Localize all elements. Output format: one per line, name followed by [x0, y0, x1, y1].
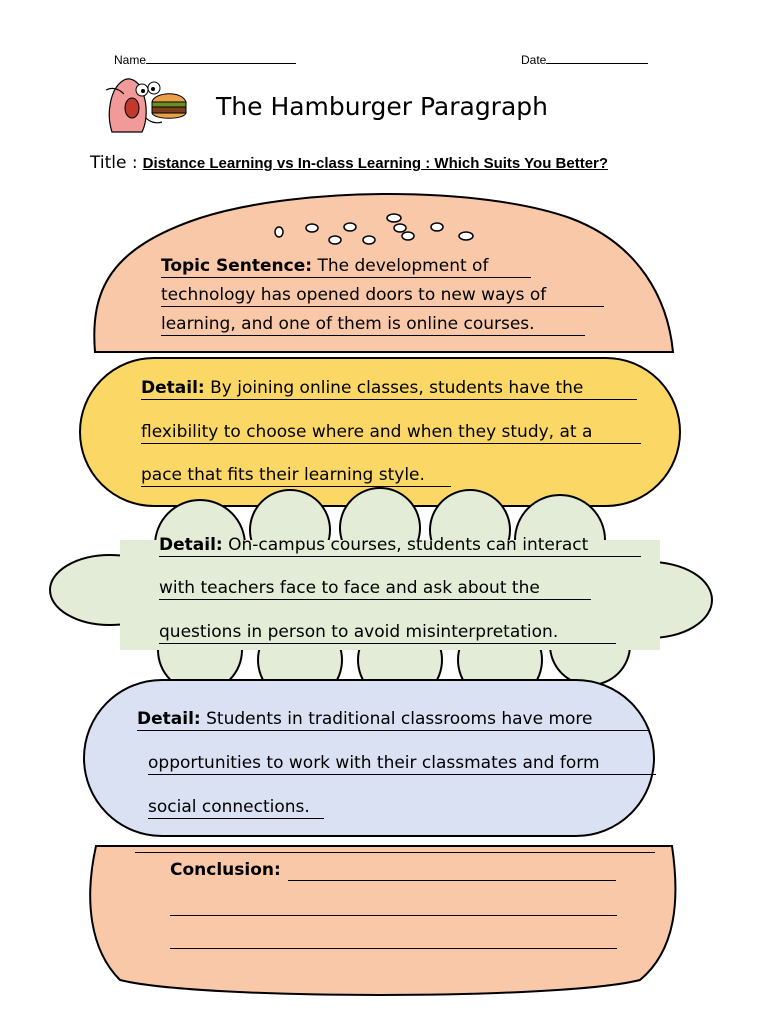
detail1-text-1[interactable]: By joining online classes, students have the — [210, 378, 584, 398]
detail2-line-3[interactable] — [159, 622, 616, 644]
date-label: Date — [521, 53, 547, 67]
conclusion-line-2[interactable] — [170, 915, 617, 916]
detail3-label: Detail: — [137, 709, 201, 729]
detail2-text-1[interactable]: On-campus courses, students can interact — [228, 535, 589, 555]
detail3-line-3[interactable] — [148, 797, 324, 819]
topic-label: Topic Sentence: — [161, 256, 313, 276]
essay-title-text[interactable]: Distance Learning vs In-class Learning : Which Suits You Better? — [142, 155, 609, 172]
detail1-line-3[interactable] — [141, 465, 451, 487]
detail2-line-1 — [159, 535, 641, 557]
detail2-line-2[interactable] — [159, 578, 591, 600]
topic-text-3[interactable]: learning, and one of them is online courses. — [161, 314, 535, 334]
detail3-line-2[interactable] — [148, 753, 656, 775]
conclusion-top-rule — [135, 852, 655, 853]
detail2-label: Detail: — [159, 535, 223, 555]
topic-line-1 — [161, 256, 531, 278]
conclusion-label: Conclusion: — [170, 860, 281, 880]
essay-title-label: Title : — [90, 153, 138, 173]
detail1-label: Detail: — [141, 378, 205, 398]
detail3-text-1[interactable]: Students in traditional classrooms have more — [206, 709, 593, 729]
conclusion-line-3[interactable] — [170, 948, 617, 949]
detail2-text-3[interactable]: questions in person to avoid misinterpretation. — [159, 622, 559, 642]
conclusion-row — [170, 860, 281, 880]
detail1-text-3[interactable]: pace that fits their learning style. — [141, 465, 425, 485]
page-title: The Hamburger Paragraph — [216, 92, 548, 121]
conclusion-line-1[interactable] — [288, 880, 616, 881]
topic-text-1[interactable]: The development of — [317, 256, 489, 276]
topic-text-2[interactable]: technology has opened doors to new ways of — [161, 285, 547, 305]
name-label: Name — [114, 53, 147, 67]
detail1-line-2[interactable] — [141, 422, 641, 444]
detail2-text-2[interactable]: with teachers face to face and ask about the — [159, 578, 540, 598]
detail3-text-2[interactable]: opportunities to work with their classmates and form — [148, 753, 600, 773]
detail1-line-1 — [141, 378, 637, 400]
topic-line-3[interactable] — [161, 314, 585, 336]
detail1-text-2[interactable]: flexibility to choose where and when they study, at a — [141, 422, 593, 442]
detail3-line-1 — [137, 709, 649, 731]
detail3-text-3[interactable]: social connections. — [148, 797, 310, 817]
topic-line-2[interactable] — [161, 285, 604, 307]
